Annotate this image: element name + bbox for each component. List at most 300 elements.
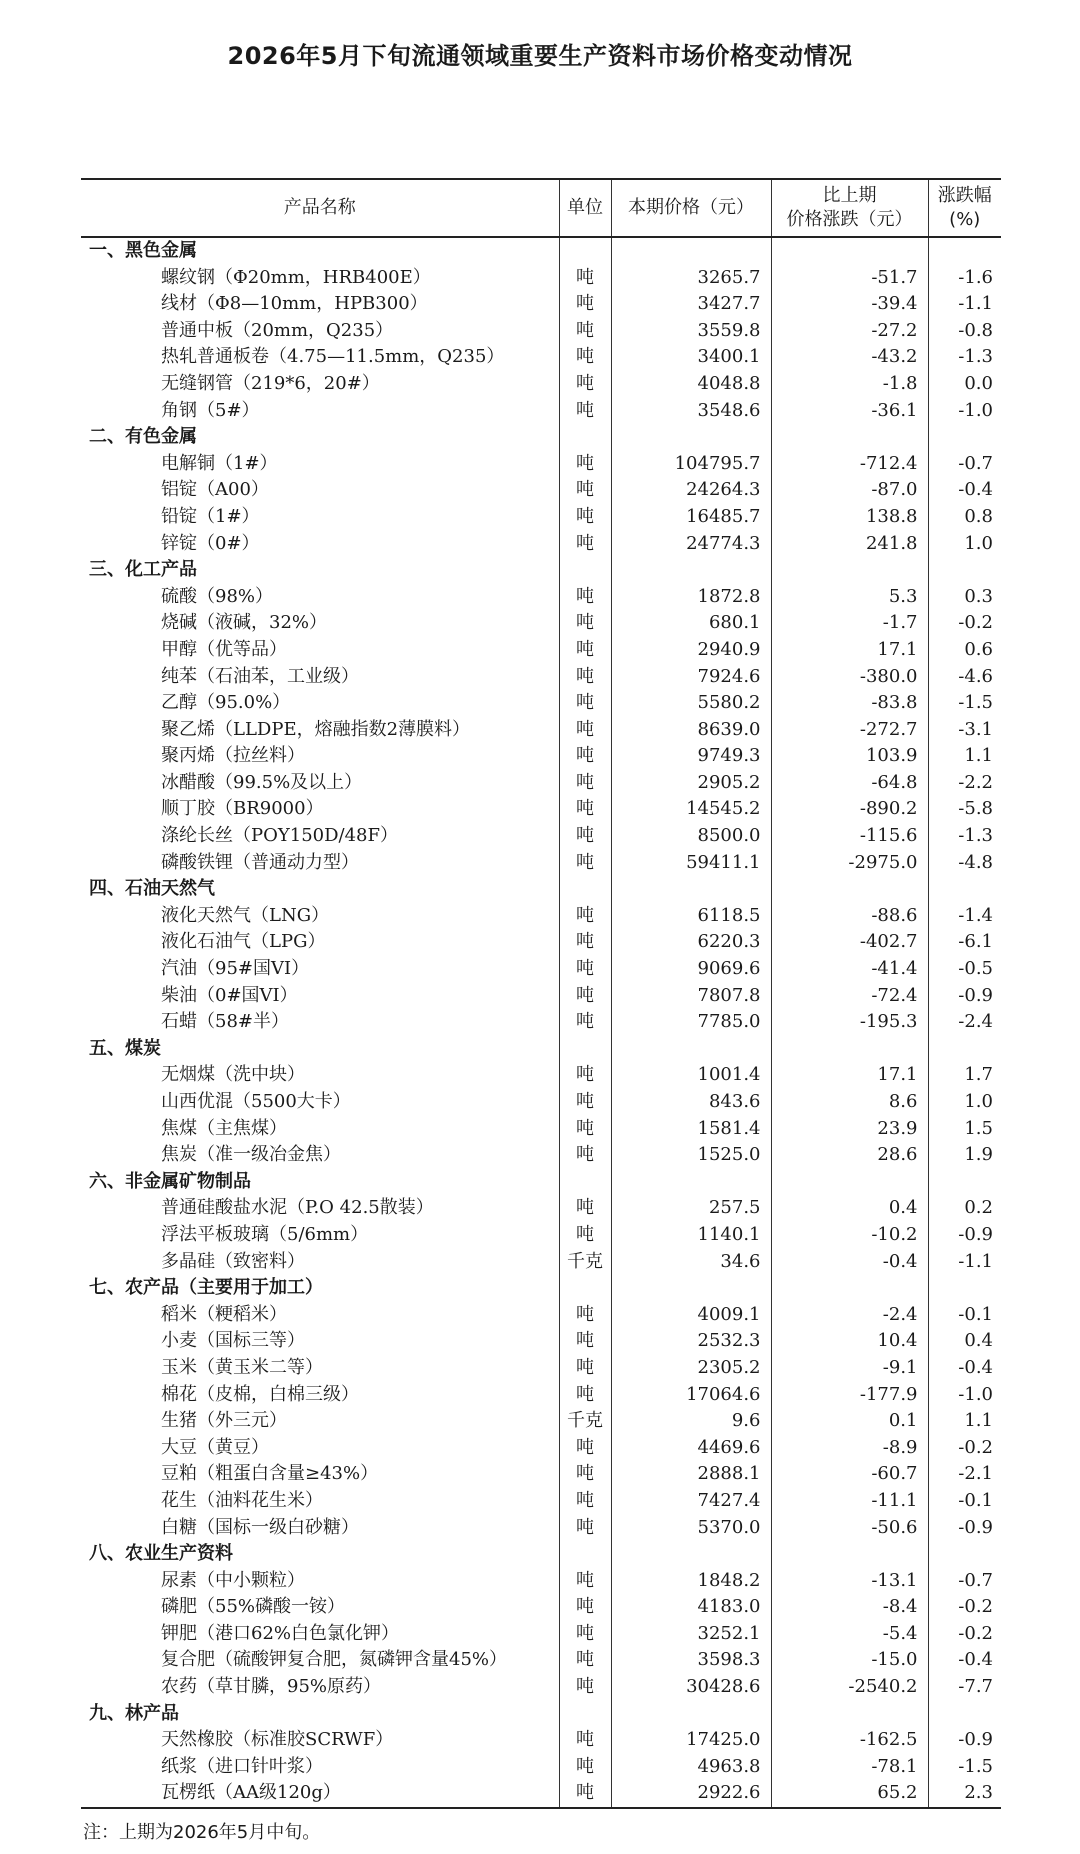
change-cell: -78.1 bbox=[771, 1754, 928, 1781]
price-cell: 3598.3 bbox=[611, 1647, 771, 1674]
pct-cell: -0.4 bbox=[958, 479, 993, 501]
table-row bbox=[81, 610, 1001, 637]
unit-cell: 吨 bbox=[559, 584, 611, 611]
price-cell: 257.5 bbox=[611, 1195, 771, 1222]
pct-cell: -0.2 bbox=[958, 1622, 993, 1644]
change-cell bbox=[771, 1036, 928, 1063]
pct-cell: -1.1 bbox=[958, 293, 993, 315]
price-cell bbox=[611, 876, 771, 903]
pct-cell: -1.4 bbox=[958, 904, 993, 926]
pct-cell: 1.0 bbox=[964, 1091, 993, 1112]
pct-cell: 0.3 bbox=[964, 585, 993, 607]
price-cell: 9749.3 bbox=[611, 743, 771, 770]
table-row bbox=[81, 265, 1001, 292]
price-cell: 3252.1 bbox=[611, 1621, 771, 1648]
product-name: 聚丙烯（拉丝料） bbox=[81, 743, 559, 770]
unit-cell: 吨 bbox=[559, 1780, 611, 1808]
pct-cell: -0.5 bbox=[958, 958, 993, 980]
table-row bbox=[81, 1249, 1001, 1276]
pct-cell: 0.4 bbox=[964, 1330, 993, 1352]
category-name: 五、煤炭 bbox=[81, 1036, 559, 1063]
table-row bbox=[81, 291, 1001, 318]
pct-cell: -0.8 bbox=[958, 319, 993, 341]
pct-cell: -0.9 bbox=[958, 984, 993, 1006]
table-row bbox=[81, 1195, 1001, 1222]
price-cell: 2305.2 bbox=[611, 1355, 771, 1382]
price-cell: 24264.3 bbox=[611, 477, 771, 504]
price-cell bbox=[611, 1701, 771, 1728]
header-unit bbox=[559, 179, 611, 237]
table-row bbox=[81, 1089, 1001, 1116]
product-name: 焦炭（准一级冶金焦） bbox=[81, 1142, 559, 1169]
product-name: 豆粕（粗蛋白含量≥43%） bbox=[81, 1461, 559, 1488]
price-cell: 3427.7 bbox=[611, 291, 771, 318]
change-cell bbox=[771, 557, 928, 584]
table-row bbox=[81, 584, 1001, 611]
product-name: 纯苯（石油苯，工业级） bbox=[81, 664, 559, 691]
table-row bbox=[81, 398, 1001, 425]
price-cell: 16485.7 bbox=[611, 504, 771, 531]
change-cell bbox=[771, 876, 928, 903]
product-name: 热轧普通板卷（4.75—11.5mm，Q235） bbox=[81, 344, 559, 371]
product-name: 无烟煤（洗中块） bbox=[81, 1062, 559, 1089]
pct-cell: -0.7 bbox=[958, 452, 993, 474]
change-cell: -890.2 bbox=[771, 796, 928, 823]
table-row bbox=[81, 1594, 1001, 1621]
change-cell bbox=[771, 1275, 928, 1302]
product-name: 硫酸（98%） bbox=[81, 584, 559, 611]
pct-cell: -1.3 bbox=[958, 346, 993, 368]
table-row bbox=[81, 1062, 1001, 1089]
category-name: 三、化工产品 bbox=[81, 557, 559, 584]
price-cell: 4009.1 bbox=[611, 1302, 771, 1329]
pct-cell: 1.9 bbox=[964, 1144, 993, 1166]
pct-cell: 1.1 bbox=[964, 745, 993, 767]
table-row bbox=[81, 504, 1001, 531]
change-cell: -1.7 bbox=[771, 610, 928, 637]
price-cell: 1140.1 bbox=[611, 1222, 771, 1249]
price-cell bbox=[611, 1275, 771, 1302]
product-name: 棉花（皮棉，白棉三级） bbox=[81, 1382, 559, 1409]
change-cell: -60.7 bbox=[771, 1461, 928, 1488]
unit-cell: 吨 bbox=[559, 743, 611, 770]
product-name: 玉米（黄玉米二等） bbox=[81, 1355, 559, 1382]
table-row bbox=[81, 1382, 1001, 1409]
change-cell: -72.4 bbox=[771, 983, 928, 1010]
product-name: 天然橡胶（标准胶SCRWF） bbox=[81, 1727, 559, 1754]
pct-cell: -3.1 bbox=[958, 718, 993, 740]
product-name: 汽油（95#国VI） bbox=[81, 956, 559, 983]
change-cell: -83.8 bbox=[771, 690, 928, 717]
table-row bbox=[81, 318, 1001, 345]
product-name: 稻米（粳稻米） bbox=[81, 1302, 559, 1329]
price-cell: 1581.4 bbox=[611, 1116, 771, 1143]
unit-cell: 吨 bbox=[559, 318, 611, 345]
table-row bbox=[81, 823, 1001, 850]
price-cell: 1872.8 bbox=[611, 584, 771, 611]
unit-cell bbox=[559, 424, 611, 451]
change-cell: -15.0 bbox=[771, 1647, 928, 1674]
price-cell bbox=[611, 1169, 771, 1196]
pct-cell: -1.3 bbox=[958, 825, 993, 847]
unit-cell: 吨 bbox=[559, 1062, 611, 1089]
product-name: 磷肥（55%磷酸一铵） bbox=[81, 1594, 559, 1621]
unit-cell: 吨 bbox=[559, 1727, 611, 1754]
table-row bbox=[81, 1222, 1001, 1249]
change-cell: 241.8 bbox=[771, 531, 928, 558]
change-cell: 138.8 bbox=[771, 504, 928, 531]
unit-cell bbox=[559, 1541, 611, 1568]
price-cell: 14545.2 bbox=[611, 796, 771, 823]
unit-cell: 吨 bbox=[559, 1647, 611, 1674]
change-cell: -272.7 bbox=[771, 717, 928, 744]
pct-cell: 1.1 bbox=[964, 1410, 993, 1432]
unit-cell: 吨 bbox=[559, 1382, 611, 1409]
unit-cell: 吨 bbox=[559, 531, 611, 558]
pct-cell: -2.1 bbox=[958, 1463, 993, 1485]
pct-cell: -0.9 bbox=[958, 1516, 993, 1538]
unit-cell: 吨 bbox=[559, 1089, 611, 1116]
product-name: 生猪（外三元） bbox=[81, 1408, 559, 1435]
header-price bbox=[611, 179, 771, 237]
price-cell: 4048.8 bbox=[611, 371, 771, 398]
unit-cell: 吨 bbox=[559, 956, 611, 983]
unit-cell: 吨 bbox=[559, 664, 611, 691]
category-row bbox=[81, 1541, 1001, 1568]
change-cell: -2.4 bbox=[771, 1302, 928, 1329]
product-name: 钾肥（港口62%白色氯化钾） bbox=[81, 1621, 559, 1648]
unit-cell: 千克 bbox=[559, 1408, 611, 1435]
change-cell: 65.2 bbox=[771, 1780, 928, 1808]
change-cell: -5.4 bbox=[771, 1621, 928, 1648]
table-row bbox=[81, 1142, 1001, 1169]
change-cell: 17.1 bbox=[771, 1062, 928, 1089]
product-name: 聚乙烯（LLDPE，熔融指数2薄膜料） bbox=[81, 717, 559, 744]
unit-cell: 吨 bbox=[559, 850, 611, 877]
table-header-row bbox=[81, 179, 1001, 237]
table-row bbox=[81, 664, 1001, 691]
unit-cell: 吨 bbox=[559, 1674, 611, 1701]
price-cell: 3559.8 bbox=[611, 318, 771, 345]
product-name: 农药（草甘膦，95%原药） bbox=[81, 1674, 559, 1701]
price-cell bbox=[611, 557, 771, 584]
product-name: 普通中板（20mm，Q235） bbox=[81, 318, 559, 345]
table-body bbox=[81, 237, 1001, 1808]
price-cell: 7785.0 bbox=[611, 1009, 771, 1036]
table-row bbox=[81, 1328, 1001, 1355]
price-cell: 2922.6 bbox=[611, 1780, 771, 1808]
price-cell: 5370.0 bbox=[611, 1515, 771, 1542]
price-cell: 8500.0 bbox=[611, 823, 771, 850]
pct-cell: -0.4 bbox=[958, 1649, 993, 1671]
product-name: 液化石油气（LPG） bbox=[81, 929, 559, 956]
table-row bbox=[81, 903, 1001, 930]
pct-cell: -0.4 bbox=[958, 1356, 993, 1378]
header-name-label: 产品名称 bbox=[283, 197, 356, 218]
pct-cell: -1.0 bbox=[958, 399, 993, 421]
pct-cell: -0.9 bbox=[958, 1223, 993, 1245]
unit-cell bbox=[559, 1169, 611, 1196]
product-name: 无缝钢管（219*6，20#） bbox=[81, 371, 559, 398]
price-table bbox=[81, 178, 1001, 1809]
pct-cell: -0.9 bbox=[958, 1729, 993, 1751]
table-row bbox=[81, 1780, 1001, 1808]
pct-cell: -1.5 bbox=[958, 1755, 993, 1777]
price-cell: 7924.6 bbox=[611, 664, 771, 691]
pct-cell: 1.5 bbox=[964, 1117, 993, 1139]
unit-cell: 吨 bbox=[559, 344, 611, 371]
product-name: 多晶硅（致密料） bbox=[81, 1249, 559, 1276]
table-row bbox=[81, 1674, 1001, 1701]
product-name: 角钢（5#） bbox=[81, 398, 559, 425]
product-name: 液化天然气（LNG） bbox=[81, 903, 559, 930]
category-name: 九、林产品 bbox=[81, 1701, 559, 1728]
table-row bbox=[81, 850, 1001, 877]
table-row bbox=[81, 983, 1001, 1010]
product-name: 柴油（0#国VI） bbox=[81, 983, 559, 1010]
price-cell: 104795.7 bbox=[611, 451, 771, 478]
change-cell: -36.1 bbox=[771, 398, 928, 425]
unit-cell: 吨 bbox=[559, 371, 611, 398]
change-cell: -39.4 bbox=[771, 291, 928, 318]
product-name: 石蜡（58#半） bbox=[81, 1009, 559, 1036]
price-cell: 4183.0 bbox=[611, 1594, 771, 1621]
change-cell: -115.6 bbox=[771, 823, 928, 850]
table-row bbox=[81, 1515, 1001, 1542]
table-row bbox=[81, 1302, 1001, 1329]
unit-cell: 吨 bbox=[559, 637, 611, 664]
unit-cell: 吨 bbox=[559, 1142, 611, 1169]
unit-cell: 吨 bbox=[559, 1435, 611, 1462]
pct-cell: -7.7 bbox=[958, 1676, 993, 1698]
unit-cell: 吨 bbox=[559, 451, 611, 478]
change-cell: -402.7 bbox=[771, 929, 928, 956]
pct-cell bbox=[928, 237, 1001, 265]
unit-cell bbox=[559, 1701, 611, 1728]
unit-cell: 吨 bbox=[559, 1515, 611, 1542]
unit-cell: 吨 bbox=[559, 1621, 611, 1648]
page-title: 2026年5月下旬流通领域重要生产资料市场价格变动情况 bbox=[227, 42, 853, 70]
price-cell: 9.6 bbox=[611, 1408, 771, 1435]
change-cell: 0.4 bbox=[771, 1195, 928, 1222]
pct-cell bbox=[928, 876, 1001, 903]
price-cell: 59411.1 bbox=[611, 850, 771, 877]
change-cell: -64.8 bbox=[771, 770, 928, 797]
pct-cell: 1.0 bbox=[964, 532, 993, 554]
change-cell: 0.1 bbox=[771, 1408, 928, 1435]
unit-cell: 吨 bbox=[559, 610, 611, 637]
product-name: 锌锭（0#） bbox=[81, 531, 559, 558]
category-name: 一、黑色金属 bbox=[81, 237, 559, 265]
product-name: 甲醇（优等品） bbox=[81, 637, 559, 664]
price-cell: 4469.6 bbox=[611, 1435, 771, 1462]
change-cell: -8.4 bbox=[771, 1594, 928, 1621]
product-name: 螺纹钢（Φ20mm，HRB400E） bbox=[81, 265, 559, 292]
unit-cell: 吨 bbox=[559, 690, 611, 717]
pct-cell: -0.1 bbox=[958, 1489, 993, 1511]
price-cell: 9069.6 bbox=[611, 956, 771, 983]
unit-cell: 吨 bbox=[559, 1195, 611, 1222]
price-cell: 3265.7 bbox=[611, 265, 771, 292]
table-row bbox=[81, 743, 1001, 770]
table-row bbox=[81, 1461, 1001, 1488]
product-name: 复合肥（硫酸钾复合肥，氮磷钾含量45%） bbox=[81, 1647, 559, 1674]
change-cell: -2975.0 bbox=[771, 850, 928, 877]
category-name: 六、非金属矿物制品 bbox=[81, 1169, 559, 1196]
table-row bbox=[81, 637, 1001, 664]
category-row bbox=[81, 876, 1001, 903]
unit-cell: 吨 bbox=[559, 1328, 611, 1355]
product-name: 小麦（国标三等） bbox=[81, 1328, 559, 1355]
unit-cell bbox=[559, 237, 611, 265]
table-row bbox=[81, 1435, 1001, 1462]
category-row bbox=[81, 424, 1001, 451]
pct-cell: -6.1 bbox=[958, 931, 993, 953]
change-cell: -41.4 bbox=[771, 956, 928, 983]
product-name: 乙醇（95.0%） bbox=[81, 690, 559, 717]
header-pct-line2: (%) bbox=[949, 209, 981, 230]
table-row bbox=[81, 1647, 1001, 1674]
unit-cell: 吨 bbox=[559, 929, 611, 956]
table-row bbox=[81, 770, 1001, 797]
category-name: 七、农产品（主要用于加工） bbox=[81, 1275, 559, 1302]
pct-cell: -4.6 bbox=[958, 665, 993, 687]
product-name: 尿素（中小颗粒） bbox=[81, 1568, 559, 1595]
category-row bbox=[81, 1275, 1001, 1302]
price-cell: 1001.4 bbox=[611, 1062, 771, 1089]
change-cell: -380.0 bbox=[771, 664, 928, 691]
pct-cell: -1.0 bbox=[958, 1383, 993, 1405]
table-row bbox=[81, 1488, 1001, 1515]
change-cell: 23.9 bbox=[771, 1116, 928, 1143]
price-cell: 8639.0 bbox=[611, 717, 771, 744]
header-change-line2: 价格涨跌（元） bbox=[786, 209, 913, 230]
pct-cell: 1.7 bbox=[964, 1064, 993, 1086]
header-pct-line1: 涨跌幅 bbox=[937, 185, 992, 206]
unit-cell: 吨 bbox=[559, 1754, 611, 1781]
pct-cell: -2.2 bbox=[958, 771, 993, 793]
category-row bbox=[81, 1036, 1001, 1063]
price-cell: 1848.2 bbox=[611, 1568, 771, 1595]
header-price-label: 本期价格（元） bbox=[628, 197, 754, 218]
product-name: 烧碱（液碱，32%） bbox=[81, 610, 559, 637]
price-table-container bbox=[81, 178, 1001, 1809]
product-name: 浮法平板玻璃（5/6mm） bbox=[81, 1222, 559, 1249]
table-row bbox=[81, 956, 1001, 983]
product-name: 白糖（国标一级白砂糖） bbox=[81, 1515, 559, 1542]
pct-cell: 0.8 bbox=[964, 505, 993, 527]
price-cell: 2940.9 bbox=[611, 637, 771, 664]
unit-cell: 吨 bbox=[559, 1222, 611, 1249]
product-name: 电解铜（1#） bbox=[81, 451, 559, 478]
unit-cell: 吨 bbox=[559, 265, 611, 292]
header-change bbox=[771, 179, 928, 237]
unit-cell bbox=[559, 1275, 611, 1302]
pct-cell: -2.4 bbox=[958, 1011, 993, 1033]
product-name: 冰醋酸（99.5%及以上） bbox=[81, 770, 559, 797]
price-cell: 680.1 bbox=[611, 610, 771, 637]
change-cell: 10.4 bbox=[771, 1328, 928, 1355]
product-name: 大豆（黄豆） bbox=[81, 1435, 559, 1462]
pct-cell: 0.2 bbox=[964, 1197, 993, 1219]
table-row bbox=[81, 477, 1001, 504]
change-cell: -2540.2 bbox=[771, 1674, 928, 1701]
unit-cell: 吨 bbox=[559, 983, 611, 1010]
product-name: 涤纶长丝（POY150D/48F） bbox=[81, 823, 559, 850]
change-cell: -0.4 bbox=[771, 1249, 928, 1276]
pct-cell: 2.3 bbox=[928, 1780, 1001, 1808]
unit-cell: 吨 bbox=[559, 823, 611, 850]
unit-cell: 吨 bbox=[559, 477, 611, 504]
pct-cell: -0.2 bbox=[958, 612, 993, 634]
price-cell: 2905.2 bbox=[611, 770, 771, 797]
price-cell: 6118.5 bbox=[611, 903, 771, 930]
price-cell bbox=[611, 237, 771, 265]
change-cell: -1.8 bbox=[771, 371, 928, 398]
table-row bbox=[81, 717, 1001, 744]
pct-cell: 0.0 bbox=[964, 372, 993, 394]
price-cell: 3548.6 bbox=[611, 398, 771, 425]
unit-cell bbox=[559, 557, 611, 584]
product-name: 铅锭（1#） bbox=[81, 504, 559, 531]
change-cell: -13.1 bbox=[771, 1568, 928, 1595]
table-row bbox=[81, 344, 1001, 371]
product-name: 瓦楞纸（AA级120g） bbox=[81, 1780, 559, 1808]
category-row bbox=[81, 557, 1001, 584]
product-name: 山西优混（5500大卡） bbox=[81, 1089, 559, 1116]
table-row bbox=[81, 1621, 1001, 1648]
price-cell bbox=[611, 424, 771, 451]
pct-cell: -0.2 bbox=[958, 1596, 993, 1618]
price-cell: 7427.4 bbox=[611, 1488, 771, 1515]
pct-cell: -0.2 bbox=[958, 1436, 993, 1458]
pct-cell bbox=[928, 557, 1001, 584]
table-row bbox=[81, 451, 1001, 478]
change-cell: -87.0 bbox=[771, 477, 928, 504]
category-name: 八、农业生产资料 bbox=[81, 1541, 559, 1568]
product-name: 焦煤（主焦煤） bbox=[81, 1116, 559, 1143]
price-cell: 34.6 bbox=[611, 1249, 771, 1276]
change-cell bbox=[771, 1701, 928, 1728]
price-cell: 2888.1 bbox=[611, 1461, 771, 1488]
change-cell: -8.9 bbox=[771, 1435, 928, 1462]
change-cell: 17.1 bbox=[771, 637, 928, 664]
product-name: 铝锭（A00） bbox=[81, 477, 559, 504]
change-cell: -50.6 bbox=[771, 1515, 928, 1542]
price-cell: 17064.6 bbox=[611, 1382, 771, 1409]
product-name: 普通硅酸盐水泥（P.O 42.5散装） bbox=[81, 1195, 559, 1222]
category-name: 二、有色金属 bbox=[81, 424, 559, 451]
product-name: 顺丁胶（BR9000） bbox=[81, 796, 559, 823]
change-cell: 5.3 bbox=[771, 584, 928, 611]
pct-cell: -0.1 bbox=[958, 1303, 993, 1325]
table-row bbox=[81, 1009, 1001, 1036]
table-row bbox=[81, 531, 1001, 558]
price-cell: 6220.3 bbox=[611, 929, 771, 956]
unit-cell bbox=[559, 876, 611, 903]
product-name: 磷酸铁锂（普通动力型） bbox=[81, 850, 559, 877]
category-row bbox=[81, 1701, 1001, 1728]
change-cell: -162.5 bbox=[771, 1727, 928, 1754]
header-name bbox=[81, 179, 559, 237]
pct-cell: -1.5 bbox=[958, 692, 993, 714]
footnote: 注：上期为2026年5月中旬。 bbox=[83, 1822, 321, 1843]
unit-cell: 千克 bbox=[559, 1249, 611, 1276]
pct-cell bbox=[928, 1275, 1001, 1302]
header-unit-label: 单位 bbox=[567, 197, 603, 218]
change-cell: 103.9 bbox=[771, 743, 928, 770]
change-cell: -43.2 bbox=[771, 344, 928, 371]
